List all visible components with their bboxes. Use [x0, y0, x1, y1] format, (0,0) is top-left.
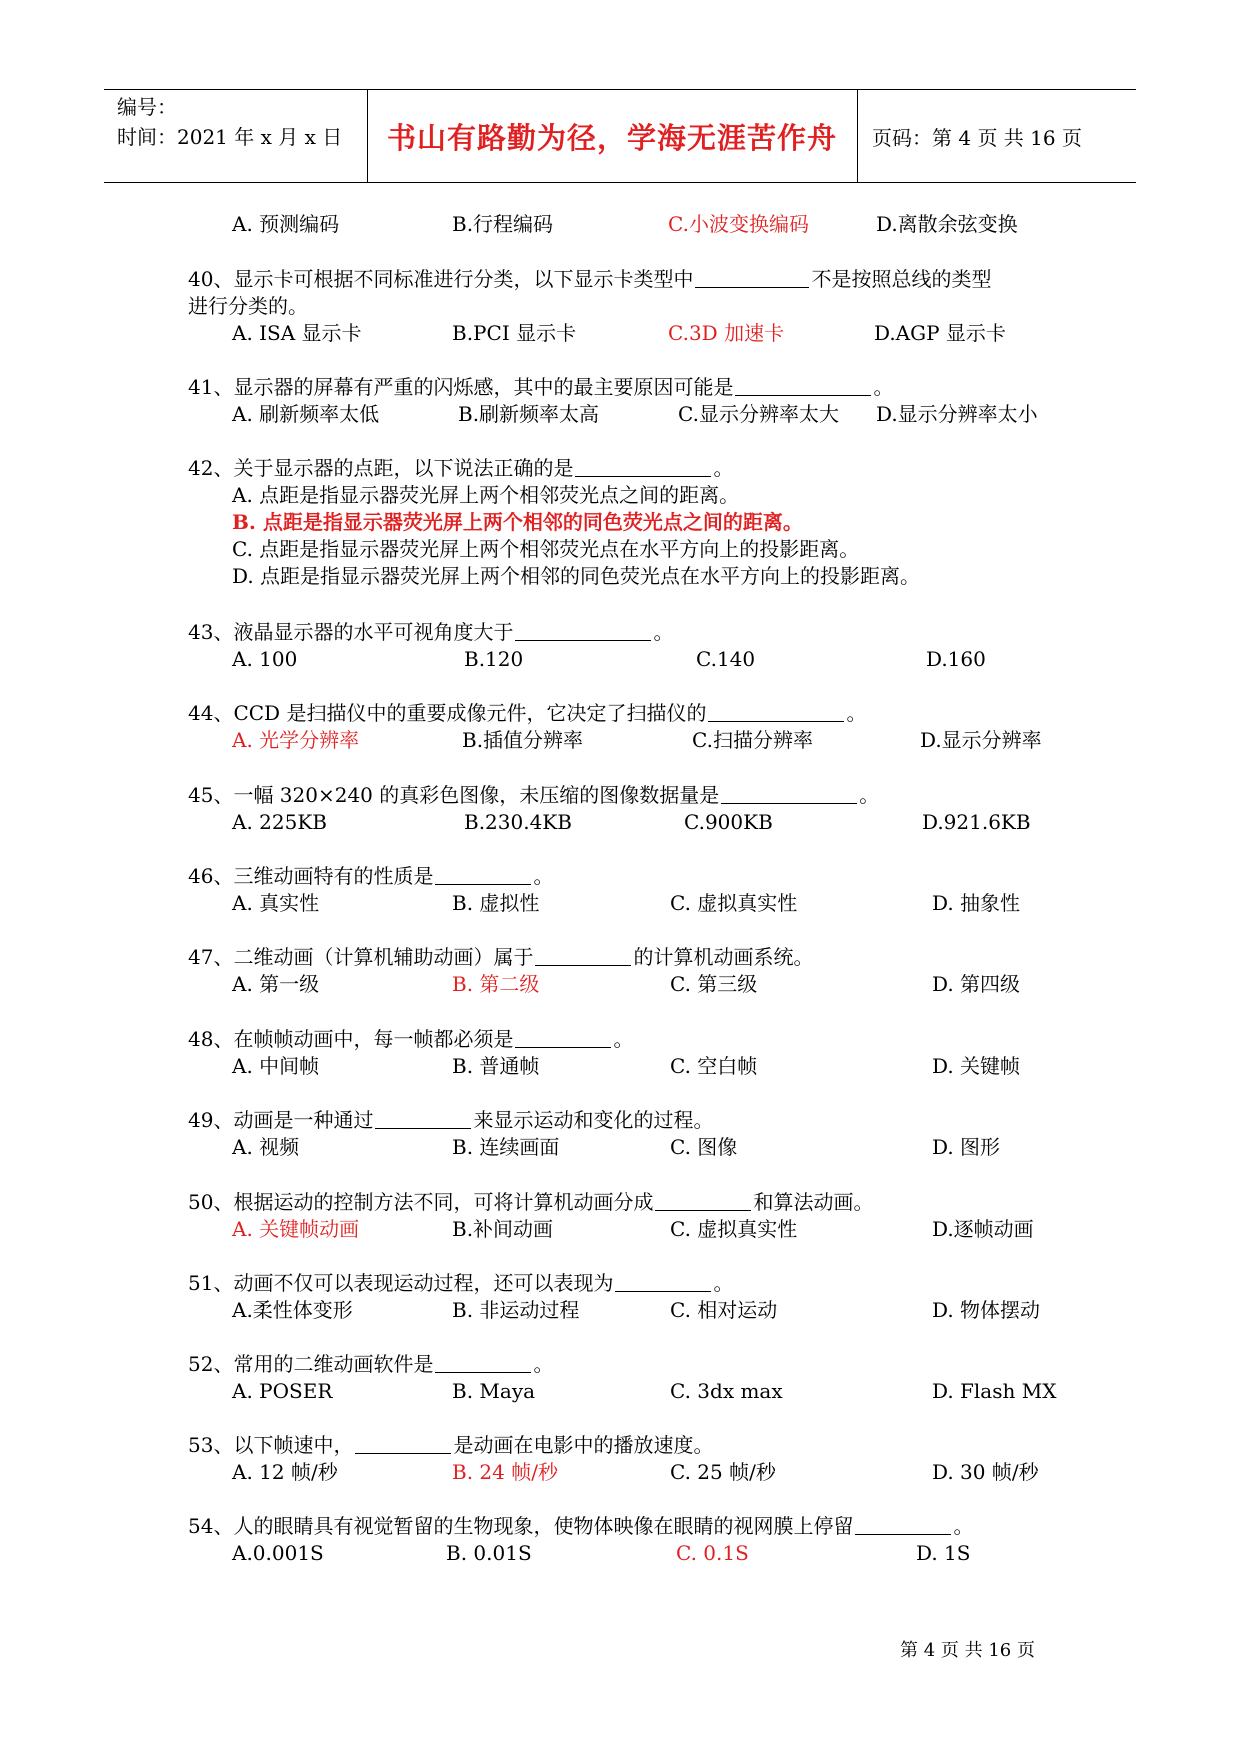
option-c: C. 第三级	[670, 972, 758, 996]
option-b: B.PCI 显示卡	[452, 321, 577, 345]
stem-text: 53、以下帧速中，	[188, 1433, 354, 1457]
question-stem	[188, 782, 1088, 809]
option-c-answer: C. 0.1S	[676, 1541, 749, 1565]
header-divider-right	[857, 90, 858, 183]
option-d: D. Flash MX	[932, 1379, 1057, 1403]
option-b: B.插值分辨率	[462, 728, 584, 752]
options-row	[188, 1459, 1088, 1486]
options-row	[188, 971, 1088, 998]
stem-text: 。	[613, 1027, 634, 1051]
option-b: B.120	[464, 647, 524, 671]
options-row	[188, 320, 1088, 347]
stem-text: 是动画在电影中的播放速度。	[453, 1433, 714, 1457]
options-row	[188, 401, 1088, 428]
stem-text: 。	[533, 864, 554, 888]
option-d: D. 点距是指显示器荧光屏上两个相邻的同色荧光点在水平方向上的投影距离。	[232, 564, 921, 588]
header-left-block	[117, 92, 342, 152]
time-label: 时间：2021 年 x 月 x 日	[117, 125, 343, 149]
answer-blank	[695, 267, 809, 288]
answer-blank	[855, 1514, 951, 1535]
answer-blank	[375, 1108, 471, 1129]
option-c: C. 空白帧	[670, 1054, 758, 1078]
question-50	[188, 1189, 1088, 1243]
options-row	[188, 890, 1088, 917]
answer-blank	[515, 1027, 611, 1048]
question-stem	[188, 1351, 1088, 1378]
stem-text: 来显示运动和变化的过程。	[473, 1108, 714, 1132]
options-row	[188, 1053, 1088, 1080]
option-a: A.0.001S	[232, 1541, 324, 1565]
header-bottom-rule	[104, 182, 1136, 183]
question-stem	[188, 1513, 1088, 1540]
option-c: C. 25 帧/秒	[670, 1460, 776, 1484]
options-row	[188, 1540, 1088, 1567]
answer-blank	[735, 375, 871, 396]
question-52	[188, 1351, 1088, 1405]
stem-text: 51、动画不仅可以表现运动过程，还可以表现为	[188, 1271, 614, 1295]
option-c: C. 虚拟真实性	[670, 891, 798, 915]
header-motto: 书山有路勤为径，学海无涯苦作舟	[386, 121, 837, 155]
question-48	[188, 1026, 1088, 1080]
option-c: C. 图像	[670, 1135, 738, 1159]
question-stem	[188, 944, 1088, 971]
question-stem	[188, 374, 1088, 401]
stem-text: 。	[533, 1352, 554, 1376]
option-c: C. 虚拟真实性	[670, 1217, 798, 1241]
option-c: C.扫描分辨率	[692, 728, 813, 752]
option-d: D. 30 帧/秒	[932, 1460, 1039, 1484]
answer-blank	[435, 1352, 531, 1373]
option-a: A. 12 帧/秒	[232, 1460, 338, 1484]
stem-text: 49、动画是一种通过	[188, 1108, 374, 1132]
option-d: D.显示分辨率	[920, 728, 1042, 752]
option-a: A. 视频	[232, 1135, 300, 1159]
options-row	[188, 727, 1088, 754]
option-d: D.显示分辨率太小	[876, 402, 1038, 426]
stem-text: 。	[713, 456, 734, 480]
options-row	[188, 211, 1088, 238]
question-45	[188, 782, 1088, 836]
stem-text: 52、常用的二维动画软件是	[188, 1352, 434, 1376]
question-stem	[188, 266, 1088, 293]
option-d: D. 物体摆动	[932, 1298, 1041, 1322]
option-b: B.230.4KB	[464, 810, 572, 834]
option-b-answer: B. 点距是指显示器荧光屏上两个相邻的同色荧光点之间的距离。	[232, 510, 803, 534]
option-b: B. 连续画面	[452, 1135, 560, 1159]
option-d: D.921.6KB	[922, 810, 1031, 834]
question-stem	[188, 1432, 1088, 1459]
option-a: A.柔性体变形	[232, 1298, 353, 1322]
option-a: A. 100	[232, 647, 298, 671]
question-39	[188, 211, 1088, 238]
question-stem	[188, 863, 1088, 890]
option-d: D. 1S	[916, 1541, 971, 1565]
option-b: B. 普通帧	[452, 1054, 540, 1078]
question-47	[188, 944, 1088, 998]
stem-text: 。	[653, 620, 674, 644]
stem-text: 40、显示卡可根据不同标准进行分类，以下显示卡类型中	[188, 267, 694, 291]
answer-blank	[615, 1271, 711, 1292]
option-b: B. 虚拟性	[452, 891, 540, 915]
answer-blank	[435, 864, 531, 885]
stem-text: 和算法动画。	[753, 1190, 874, 1214]
options-row	[188, 1297, 1088, 1324]
question-46	[188, 863, 1088, 917]
option-b-answer: B. 第二级	[452, 972, 540, 996]
answer-blank	[655, 1190, 751, 1211]
stem-text: 44、CCD 是扫描仪中的重要成像元件，它决定了扫描仪的	[188, 701, 707, 725]
answer-blank	[721, 783, 857, 804]
stem-text: 43、液晶显示器的水平可视角度大于	[188, 620, 514, 644]
option-c: C.140	[696, 647, 756, 671]
option-b: B. 0.01S	[446, 1541, 532, 1565]
stem-text: 。	[713, 1271, 734, 1295]
stem-text: 的计算机动画系统。	[633, 945, 814, 969]
question-stem-line2: 进行分类的。	[188, 294, 308, 318]
stem-text: 54、人的眼睛具有视觉暂留的生物现象，使物体映像在眼睛的视网膜上停留	[188, 1514, 854, 1538]
option-c: C.900KB	[684, 810, 773, 834]
question-40	[188, 266, 1088, 347]
option-a: A. 真实性	[232, 891, 320, 915]
question-54	[188, 1513, 1088, 1567]
stem-text: 50、根据运动的控制方法不同，可将计算机动画分成	[188, 1190, 654, 1214]
question-stem	[188, 700, 1088, 727]
answer-blank	[575, 456, 711, 477]
option-d: D. 图形	[932, 1135, 1001, 1159]
stem-text: 。	[846, 701, 867, 725]
option-b: B. Maya	[452, 1379, 536, 1403]
question-stem	[188, 1026, 1088, 1053]
option-d: D. 第四级	[932, 972, 1021, 996]
option-b: B. 非运动过程	[452, 1298, 580, 1322]
option-a-answer: A. 关键帧动画	[232, 1217, 360, 1241]
option-d: D.离散余弦变换	[876, 212, 1018, 236]
option-a: A. 225KB	[232, 810, 327, 834]
question-stem	[188, 1189, 1088, 1216]
answer-blank	[708, 701, 844, 722]
question-41	[188, 374, 1088, 428]
question-44	[188, 700, 1088, 754]
stem-text: 。	[873, 375, 894, 399]
option-a: A. 预测编码	[232, 212, 340, 236]
option-d: D. 关键帧	[932, 1054, 1021, 1078]
header-top-rule	[104, 89, 1136, 90]
options-row	[188, 646, 1088, 673]
option-c-answer: C.3D 加速卡	[668, 321, 785, 345]
option-d: D.逐帧动画	[932, 1217, 1034, 1241]
stem-text: 不是按照总线的类型	[811, 267, 992, 291]
option-c-answer: C.小波变换编码	[668, 212, 809, 236]
header-page-label: 页码：第 4 页 共 16 页	[872, 126, 1082, 150]
question-49	[188, 1107, 1088, 1161]
option-c: C. 3dx max	[670, 1379, 783, 1403]
option-d: D.160	[926, 647, 986, 671]
question-stem	[188, 1107, 1088, 1134]
option-c: C.显示分辨率太大	[678, 402, 839, 426]
question-stem	[188, 619, 1088, 646]
option-d: D. 抽象性	[932, 891, 1021, 915]
answer-blank	[535, 945, 631, 966]
stem-text: 46、三维动画特有的性质是	[188, 864, 434, 888]
option-a: A. 刷新频率太低	[232, 402, 380, 426]
stem-text: 47、二维动画（计算机辅助动画）属于	[188, 945, 534, 969]
question-53	[188, 1432, 1088, 1486]
option-c: C. 相对运动	[670, 1298, 778, 1322]
option-a: A. 第一级	[232, 972, 320, 996]
option-b-answer: B. 24 帧/秒	[452, 1460, 558, 1484]
option-c: C. 点距是指显示器荧光屏上两个相邻荧光点在水平方向上的投影距离。	[232, 537, 860, 561]
options-row	[188, 1134, 1088, 1161]
question-43	[188, 619, 1088, 673]
option-a-answer: A. 光学分辨率	[232, 728, 360, 752]
option-a: A. 中间帧	[232, 1054, 320, 1078]
option-a: A. 点距是指显示器荧光屏上两个相邻荧光点之间的距离。	[232, 483, 740, 507]
stem-text: 45、一幅 320×240 的真彩色图像，未压缩的图像数据量是	[188, 783, 720, 807]
options-row	[188, 1378, 1088, 1405]
question-stem	[188, 455, 1088, 482]
number-label: 编号：	[117, 95, 177, 119]
stem-text: 42、关于显示器的点距，以下说法正确的是	[188, 456, 574, 480]
footer-page-number: 第 4 页 共 16 页	[900, 1640, 1035, 1661]
option-a: A. ISA 显示卡	[232, 321, 362, 345]
answer-blank	[355, 1433, 451, 1454]
option-b: B.刷新频率太高	[458, 402, 600, 426]
question-42	[188, 455, 1088, 590]
option-b: B.补间动画	[452, 1217, 554, 1241]
option-b: B.行程编码	[452, 212, 554, 236]
option-a: A. POSER	[232, 1379, 333, 1403]
stem-text: 41、显示器的屏幕有严重的闪烁感，其中的最主要原因可能是	[188, 375, 734, 399]
options-row	[188, 1216, 1088, 1243]
stem-text: 。	[953, 1514, 974, 1538]
question-stem	[188, 1270, 1088, 1297]
stem-text: 。	[859, 783, 880, 807]
options-row	[188, 809, 1088, 836]
stem-text: 48、在帧帧动画中，每一帧都必须是	[188, 1027, 514, 1051]
answer-blank	[515, 620, 651, 641]
question-51	[188, 1270, 1088, 1324]
option-d: D.AGP 显示卡	[874, 321, 1006, 345]
